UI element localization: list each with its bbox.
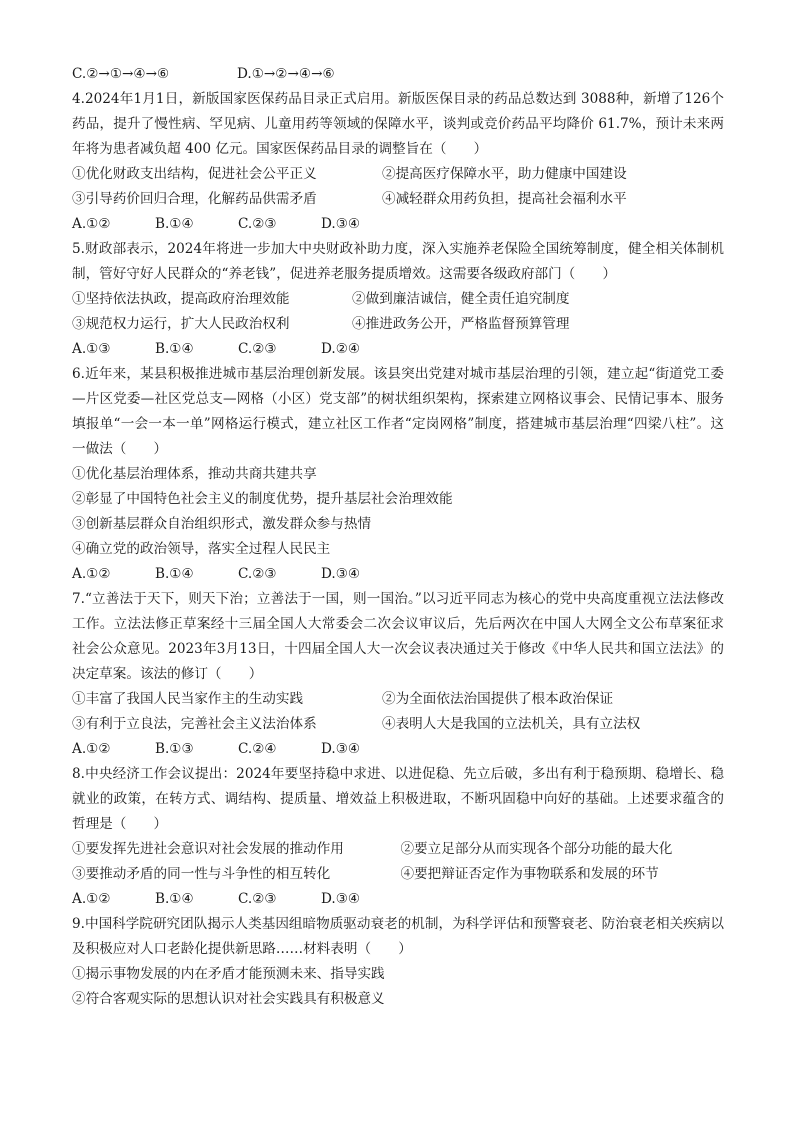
answer-c: C.②④	[238, 741, 277, 757]
answer-b: B.①③	[155, 741, 194, 757]
choice-item: ②做到廉洁诚信，健全责任追究制度	[352, 291, 570, 307]
answer-d: D.③④	[321, 741, 361, 757]
choice-row	[72, 687, 724, 712]
answer-a: A.①③	[72, 341, 111, 357]
choice-item: ②要立足部分从而实现各个部分功能的最大化	[400, 841, 673, 857]
answer-b: B.①④	[155, 891, 194, 907]
choice-item: ③创新基层群众自治组织形式，激发群众参与热情	[72, 516, 372, 532]
answer-options	[72, 887, 724, 912]
answer-c: C.②③	[238, 216, 277, 232]
choice-item: ②符合客观实际的思想认识对社会实践具有积极意义	[72, 991, 385, 1007]
question-stem: 7.“立善法于天下，则天下治；立善法于一国，则一国治。”以习近平同志为核心的党中央高度重视立法法修改工作。立法法修正草案经十三届全国人大常委会二次会议审议后，先后两次在中国人大网全文公布草案征求社会公众意见。2023年3月13日，十四届全国人大一次会议表决通过关于修改《中华人民共和国立法法》的决定草案。该法的修订（ ）	[72, 591, 724, 682]
choice-item: ②为全面依法治国提供了根本政治保证	[382, 691, 614, 707]
answer-a: A.①②	[72, 566, 111, 582]
answer-options	[72, 212, 724, 237]
answer-a: A.①②	[72, 216, 111, 232]
question-9	[72, 912, 724, 1012]
choice-row	[72, 287, 724, 312]
choice-item: ④减轻群众用药负担，提高社会福利水平	[382, 191, 627, 207]
choice-row	[72, 162, 724, 187]
answer-d: D.②④	[321, 341, 361, 357]
question-stem: 4.2024年1月1日，新版国家医保药品目录正式启用。新版医保目录的药品总数达到 3088种，新增了126个药品，提升了慢性病、罕见病、儿童用药等领域的保障水平，谈判或竞价药品平均降价 61.7%，预计未来两年将为患者减负超 400 亿元。国家医保药品目录的调整旨在（ ）	[72, 91, 724, 157]
prev-question-options	[72, 62, 724, 87]
choice-item: ①优化财政支出结构，促进社会公平正义	[72, 166, 317, 182]
answer-options	[72, 337, 724, 362]
choice-item: ①要发挥先进社会意识对社会发展的推动作用	[72, 841, 344, 857]
choice-item: ②提高医疗保障水平，助力健康中国建设	[382, 166, 627, 182]
choice-item: ①揭示事物发展的内在矛盾才能预测未来、指导实践	[72, 966, 385, 982]
choice-row	[72, 712, 724, 737]
question-4	[72, 87, 724, 237]
choice-row	[72, 862, 724, 887]
choice-row	[72, 837, 724, 862]
option-d: D.①→②→④→⑥	[237, 66, 335, 82]
choice-item: ②彰显了中国特色社会主义的制度优势，提升基层社会治理效能	[72, 491, 453, 507]
question-7	[72, 587, 724, 762]
answer-a: A.①②	[72, 741, 111, 757]
answer-c: C.②③	[238, 341, 277, 357]
choice-item: ③有利于立良法，完善社会主义法治体系	[72, 716, 317, 732]
choice-item: ④要把辩证否定作为事物联系和发展的环节	[400, 866, 659, 882]
choice-row	[72, 187, 724, 212]
answer-b: B.①④	[155, 566, 194, 582]
option-c: C.②→①→④→⑥	[72, 66, 170, 82]
question-6	[72, 362, 724, 587]
answer-options	[72, 562, 724, 587]
choice-row	[72, 312, 724, 337]
answer-b: B.①④	[155, 341, 194, 357]
choice-item: ④表明人大是我国的立法机关，具有立法权	[382, 716, 641, 732]
choice-item: ④推进政务公开，严格监督预算管理	[352, 316, 570, 332]
answer-a: A.①②	[72, 891, 111, 907]
choice-item: ①优化基层治理体系，推动共商共建共享	[72, 466, 317, 482]
question-5	[72, 237, 724, 362]
choice-item: ①坚持依法执政，提高政府治理效能	[72, 291, 290, 307]
answer-c: C.②③	[238, 891, 277, 907]
answer-d: D.③④	[321, 566, 361, 582]
choice-item: ④确立党的政治领导，落实全过程人民民主	[72, 541, 331, 557]
answer-options	[72, 737, 724, 762]
question-stem: 9.中国科学院研究团队揭示人类基因组暗物质驱动衰老的机制，为科学评估和预警衰老、防治衰老相关疾病以及积极应对人口老龄化提供新思路……材料表明（ ）	[72, 916, 724, 957]
answer-d: D.③④	[321, 216, 361, 232]
choice-item: ③规范权力运行，扩大人民政治权利	[72, 316, 290, 332]
question-stem: 6.近年来，某县积极推进城市基层治理创新发展。该县突出党建对城市基层治理的引领，建立起“街道党工委—片区党委—社区党总支—网格（小区）党支部”的树状组织架构，探索建立网格议事会、民情记事本、服务填报单“一会一本一单”网格运行模式，建立社区工作者“定岗网格”制度，搭建城市基层治理“四梁八柱”。这一做法（ ）	[72, 366, 724, 457]
choice-item: ③引导药价回归合理，化解药品供需矛盾	[72, 191, 317, 207]
question-8	[72, 762, 724, 912]
answer-c: C.②③	[238, 566, 277, 582]
answer-d: D.③④	[321, 891, 361, 907]
question-stem: 8.中央经济工作会议提出：2024年要坚持稳中求进、以进促稳、先立后破，多出有利于稳预期、稳增长、稳就业的政策，在转方式、调结构、提质量、增效益上积极进取，不断巩固稳中向好的基础。上述要求蕴含的哲理是（ ）	[72, 766, 724, 832]
question-stem: 5.财政部表示，2024年将进一步加大中央财政补助力度，深入实施养老保险全国统筹制度，健全相关体制机制，管好守好人民群众的“养老钱”，促进养老服务提质增效。这需要各级政府部门（ ）	[72, 241, 724, 282]
answer-b: B.①④	[155, 216, 194, 232]
choice-item: ③要推动矛盾的同一性与斗争性的相互转化	[72, 866, 331, 882]
choice-item: ①丰富了我国人民当家作主的生动实践	[72, 691, 304, 707]
